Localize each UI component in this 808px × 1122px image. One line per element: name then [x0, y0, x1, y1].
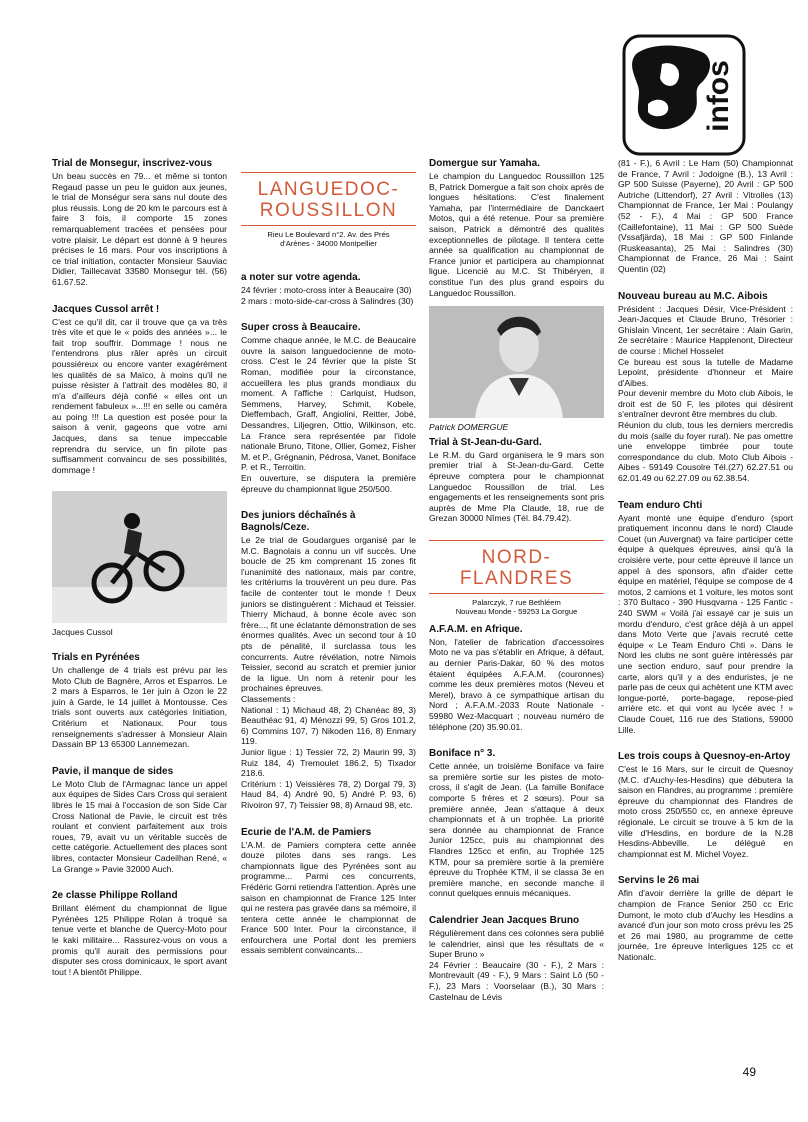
region-name: NORD- FLANDRES — [459, 546, 574, 589]
article-body: Comme chaque année, le M.C. de Beaucaire ouvre la saison languedocienne de moto-cross. C'est le 24 février que la piste St Roman, modifiée pour la circonstance, accueillera les plus grands mondiaux du moment. A l'affiche : Carlquist, Hudson, Semmens, Harvey, Schmit, Kobele, Dieffembach, Graff, Angiolini, Reitter, Jobé, Dessandres, Liljegren, Ottio, Wilkinson, etc. La France sera représentée par l'idole nationale Bruno, Titone, Ollier, Gomez, Fisher M. et P., Grégnanin, Pédrosa, Vanet, Boniface P. et R., Terroitin. En ouverture, se disputera la première épreuve du championnat ligue 250/500. — [241, 335, 417, 494]
article-body: Brillant élément du championnat de ligue Pyrénées 125 Philippe Rolan à troqué sa tenue verte et blanche de Quercy-Moto pour le kaki militaire... Rassurez-vous on vous a promis qu'il aurait des permissions pour disputer ses cross dominicaux, le sport avant tout ! A bientôt Philippe. — [52, 903, 227, 977]
article-body: Le 2e trial de Goudargues organisé par le M.C. Bagnolais a connu un vif succès. Une boucle de 25 km comprenant 15 zones fit l'unanimité des nationaux, mais par contre, les critériums la trouvèrent un peu dure. Pas facile de contenter tout le monde ! Deux juniors se distinguèrent : Michaud et Teissier. Thierry Michaud, à bonne école avec son frère..., fit une éclatante démonstration de ses énormes qualités. Avec un second tour à 10 pts de pénalité, il surclassa tous les concurrents. Autre révélation, notre Nimois Teissier, second au scratch et premier junior de la ligue. Un nom à retenir pour les prochaines épreuves. Classements : National : 1) Michaud 48, 2) Chanéac 89, 3) Beauthéac 91, 4) Ménozzi 99, 5) Gros 101.2, 6) Commins 107, 7) Nikoden 116, 8) Enmary 119. Junior ligue : 1) Tessier 72, 2) Maurin 99, 3) Ruiz 184, 4) Tremoulet 186.2, 5) Tixador 218.6. Critérium : 1) Veissières 78, 2) Dorgal 79, 3) Haud 84, 4) André 90, 5) André P. 93, 6) Rivoiron 97, 7) Teissier 98, 8) Arnaud 98, etc. — [241, 535, 416, 810]
article-body: Afin d'avoir derrière la grille de départ le champion de France Senior 250 cc Eric Dumont, le moto club d'Auchy les Hesdins a avancé d'un jour son moto cross prévu les 25 et 26 mai 1980, au programme de cette journée, 1re épreuve Interligues 125 cc et Nationalc. — [618, 888, 793, 962]
article-title: Trial à St-Jean-du-Gard. — [429, 436, 542, 448]
article — [52, 652, 227, 750]
article — [429, 748, 604, 899]
article-body: Non, l'atelier de fabrication d'accessoires Moto ne va pas s'établir en Afrique, à défaut, au dernier Paris-Dakar, 60 % des motos étaient équipées A.F.A.M. (couronnes) comme les deux premières motos (Neveu et Merel), bravo à ce sympathique artisan du Nord ; A.F.A.M.-2033 Route Nationale - 59980 Wez-Macquart ; nouveau numéro de téléphone (20) 35.90.01. — [429, 636, 604, 732]
region-address: Rieu Le Boulevard n°2. Av. des Prés d'Arènes - 34000 Montpellier — [267, 230, 390, 248]
article-title: 2e classe Philippe Rolland — [52, 890, 178, 902]
article-title: Super cross à Beaucaire. — [241, 322, 361, 334]
article-body: Cette année, un troisième Boniface va faire sa première sortie sur les pistes de moto-cross, il s'agit de Jean. (La famille Boniface comporte 5 frères et 2 sœurs). Pour sa première année, Jean s'attaque à deux championnats et à un trophée. La priorité sera donnée au championnat de France Junior 125cc, puis au championnat des Flandres 125cc et enfin, au Trophée 125 KTM, pour sa première sortie à la première épreuve du Trophée KTM, il se classa 3e en première manche, en seconde manche il connut quelques ennuis mécaniques. — [429, 761, 604, 899]
article — [241, 322, 416, 494]
photo-caption: Patrick DOMERGUE — [429, 422, 509, 433]
article-title: Boniface n° 3. — [429, 748, 496, 760]
article-body: Ayant monté une équipe d'enduro (sport pratiquement inconnu dans le nord) Claude Couet (un Auvergnat) va faire participer cette équipe à quelques épreuves, ainsi qu'à la croisière verte, pour cette épreuve il lance un appel à des sponsors, afin d'aider cette équipe en matériel, l'équipe se compose de 4 motos, 2 camions et 1 voiture, les motos sont : 370 Bultaco - 390 Husqvarna - 125 Fantic - 240 SWM « Voilà j'ai essayé car je suis un mordu d'enduro, c'est grâce déjà à un appel dans Moto Verte que j'avais recruté cette équipe « Le Team Enduro Chti ». Dans le Nord les clubs ne sont guère intéressés par une section enduro, sauf pour prendre la carte, alors qu'il y a des enduristes, je ne parle pas de ceux qui achètent une KTM avec longue-porté, porte-bagage, repose-pied arrière etc. et qui vont au lycée avec ! » Claude Couet, 116 rue des Stations, 59000 Lille. — [618, 512, 793, 735]
article — [241, 272, 416, 306]
article-body: Un challenge de 4 trials est prévu par les Moto Club de Bagnère, Arros et Esparros. Le 2 mars à Esparros, le 1er juin à Ozon le 22 juin à Garde, le 14 juillet à Montousse. Ces trials sont ouverts aux catégories Initiation, Critérium et Nationaux. Pour tous renseignements s'adresser à Monsieur Alain Dassain BP 13 65300 Lannemezan. — [52, 665, 227, 750]
region-name: LANGUEDOC- ROUSSILLON — [257, 179, 400, 221]
article — [52, 304, 227, 476]
article — [429, 624, 604, 732]
article-body: Le R.M. du Gard organisera le 9 mars son premier trial à St-Jean-du-Gard. Cette épreuve comptera pour le championnat Languedoc Roussillon de trial. Les engagements et les renseignements sont pris auprès de Mme Pla Claude, 18, rue de Grezan 30000 Nîmes (Tél. 84.79.42). — [429, 449, 604, 524]
article-title: Servins le 26 mai — [618, 875, 700, 887]
article — [429, 158, 604, 298]
article-title: Les trois coups à Quesnoy-en-Artoy — [618, 751, 791, 763]
article-body: 24 février : moto-cross inter à Beaucaire (30) 2 mars : moto-side-car-cross à Salindres (30) — [241, 285, 414, 306]
article — [241, 827, 416, 957]
article — [618, 500, 793, 735]
region-address: Palarczyk, 7 rue Bethléem Nouveau Monde - 59253 La Gorgue — [455, 597, 578, 616]
article — [241, 510, 416, 810]
infos-logo — [622, 34, 746, 156]
article-title: Pavie, il manque de sides — [52, 765, 174, 777]
article-title: Domergue sur Yamaha. — [429, 158, 540, 169]
article-body: Le champion du Languedoc Roussillon 125 B, Patrick Domergue a fait son choix après de longues hésitations. C'est finalement Yamaha, par l'intermédiaire de Danckaert Motos, qui a été retenue. Pour sa première saison, Patrick a démontré des qualités exceptionnelles de pilotage. Il tentera cette année sa qualification au championnat de France junior et participera au championnat ligue. Licencié au M.C. St Thibéryen, il constitue l'un des plus grand espoirs du Languedoc Roussillon. — [429, 171, 604, 298]
article-title: Nouveau bureau au M.C. Aibois — [618, 290, 768, 302]
article-body: Président : Jacques Désir, Vice-Président : Jean-Jacques et Claude Bruno, Trésorier : Ghislain Vincent, 1er secrétaire : Alain Garin, 2e secrétaire : Maurice Happlenont, Directeur de course : Michel Hosselet Ce bureau est sous la tutelle de Madame Lepoint, présidente d'honneur et Maire d'Aibes. Pour devenir membre du Moto club Aibois, le droit est de 50 F, les pilotes qui désirent s'entraîner devront être membres du club. Réunion du club, tous les derniers mercredis du mois (salle du foyer rural). Ne pas omettre une enveloppe timbrée pour toute correspondance du club. Moto Club Aibois - Aibes - 59149 Cousolre Tél.(27) 62.27.51 ou 62.01.49 ou 62.27.09 ou 62.38.54. — [618, 303, 793, 484]
column-3 — [429, 158, 604, 1018]
page-number: 49 — [742, 1065, 756, 1079]
article-title: Trials en Pyrénées — [52, 652, 140, 664]
article-title: Team enduro Chti — [618, 499, 703, 511]
article — [429, 437, 604, 524]
article-body: C'est le 16 Mars, sur le circuit de Quesnoy (M.C. d'Auchy-les-Hesdins) que débutera la saison en Flandres, au programme : première épreuve du championnat des Flandres de moto cross 250/550 cc, en annexe épreuve régionale. Le circuit se trouve à 5 km de la ville d'Hesdins, en bordure de la N.28 Hesdins-Abbeville. Le délégué en championnat est M. Michel Voyez. — [618, 764, 793, 859]
article-title: Jacques Cussol arrêt ! — [52, 303, 160, 315]
article — [52, 158, 227, 288]
article — [618, 291, 793, 484]
column-2 — [241, 158, 416, 972]
article-title: Calendrier Jean Jacques Bruno — [429, 914, 580, 926]
article-body: Un beau succès en 79... et même si tonton Regaud passe un peu le guidon aux jeunes, le trial de Monségur sera sans nul doute des plus réussis. Long de 20 km le parcours est à faire 3 fois, il comporte 15 zones remarquablement tracées et pensées pour votre plaisir. Le départ est donné à 9 heures précises le 16 mars. Pour vos inscriptions à ce trial initiation, contacter Monsieur Sauviac Didier, Taillecavat 33580 Monsegur tél. (56) 61.67.52. — [52, 171, 227, 287]
article-title: A.F.A.M. en Afrique. — [429, 623, 523, 635]
photo-caption: Jacques Cussol — [52, 627, 113, 638]
article-body: Le Moto Club de l'Armagnac lance un appel aux équipes de Sides Cars Cross qui seraient libres le 15 mai à l'occasion de son Side Car Cross National de Pavie, le circuit est très roulant et convient parfaitement aux trois roues, 79, avait vu un véritable succès de cette catégorie. Actuellement des places sont libres, contacter Monsieur Cadeilhan René, « La Grange » Pavie 32000 Auch. — [52, 778, 227, 874]
article — [618, 751, 793, 859]
region-header — [241, 172, 416, 226]
article-title: Ecurie de l'A.M. de Pamiers — [241, 826, 372, 838]
article — [618, 158, 793, 275]
region-header — [429, 540, 604, 594]
column-4 — [618, 158, 793, 979]
column-1 — [52, 158, 227, 993]
article — [618, 875, 793, 962]
article-title: a noter sur votre agenda. — [241, 272, 361, 283]
article-title: Des juniors déchaînés à Bagnols/Ceze. — [241, 510, 356, 534]
logo-text: infos — [702, 60, 735, 132]
article-body: Régulièrement dans ces colonnes sera publié le calendrier, ainsi que les résultats de « Super Bruno » 24 Février : Beaucaire (30 - F.), 2 Mars : Montrevault (49 - F.), 9 Mars : Saint Lô (50 - F.), 23 Mars : Voorselaar (B.), 30 Mars : Castelnau de Lévis — [429, 927, 604, 1002]
photo-jacques-cussol — [52, 491, 227, 623]
article — [429, 915, 604, 1002]
article — [52, 890, 227, 977]
photo-patrick-domergue — [429, 306, 604, 418]
article-title: Trial de Monsegur, inscrivez-vous — [52, 158, 213, 169]
article-body: C'est ce qu'il dit, car il trouve que ça va très très vite et que le « poids des années »... le fait trop souffrir. Dommage ! nous ne l'entendrons plus râler après un circuit poussiéreux ou encore vanter exagérément les qualités de sa Maïco, à moins qu'il ne puisse résister à l'attrait des modèles 80, il m'a d'ailleurs déjà confié « elles ont un rendement fabuleux »...!!! en selle ou caméra au poing !!! La question est posée pour la saison à venir, gageons que votre ami Jacques, dans sa tenue impeccable reprendra du service, un fin pilote pas suffisamment convaincu de ses possibilités, dommage ! — [52, 316, 227, 475]
article-body: L'A.M. de Pamiers comptera cette année douze pilotes dans ses rangs. Les championnats ligue des Pyrénées sont au programme... Parmi ces concurrents, Frédéric Gorni retiendra l'attention. Après une saison en championnat de France 125 Inter qui ne restera pas gravée dans sa mémoire, il tentera cette année le championnat de France 500 Inter. Pour la circonstance, il enfourchera une Portal dont les premiers essais semblent convaincants... — [241, 839, 416, 956]
article-body: (81 - F.), 6 Avril : Le Ham (50) Championnat de France, 7 Avril : Jodoigne (B.), 13 Avril : GP 500 Suisse (Payerne), 20 Avril : GP 500 Autriche (Littendorf), 27 Avril : Vitrolles (13) Championnat de France, 1er Mai : Poulangy (52 - F.), 4 Mai : GP 500 France (Caillefontaine), 11 Mai : GP 500 Suède (Vssafjärda), 18 Mai : GP 500 Finlande (Ruskeasanta), 25 Mai : Salindres (30) Championnat de France, 26 Mai : Saint Quentin (02) — [618, 158, 793, 274]
article — [52, 766, 227, 874]
